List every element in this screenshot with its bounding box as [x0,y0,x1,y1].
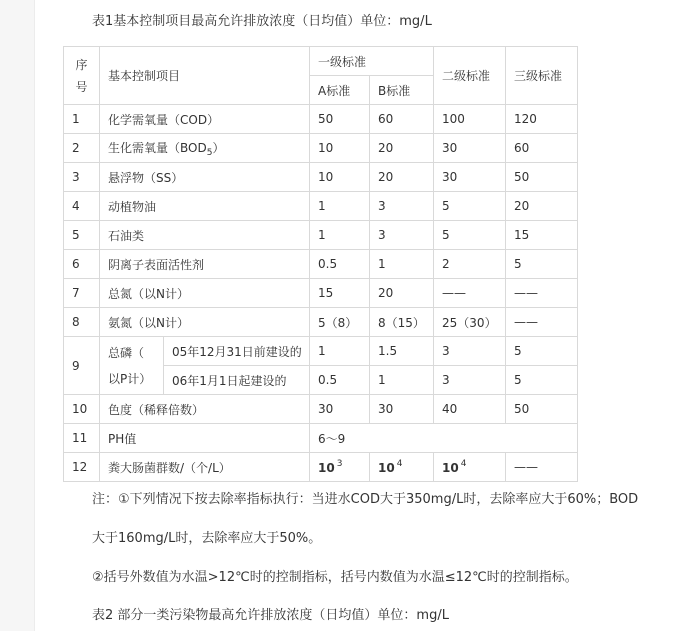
header-seq-text: 序号 [75,57,88,94]
row-b: 1 [370,366,434,395]
row-g2: 25（30） [434,308,506,337]
header-b: B标准 [370,76,434,105]
header-seq [64,47,100,105]
row-no: 2 [64,134,100,163]
table-row [64,453,578,482]
row-a: 0.5 [310,250,370,279]
row-b: 20 [370,134,434,163]
row-item: 色度（稀释倍数） [100,395,310,424]
row-b: 3 [370,192,434,221]
row-no: 3 [64,163,100,192]
phosphorus-period: 05年12月31日前建设的 [164,337,310,366]
row-g3: 15 [506,221,578,250]
row-item-subscript: 5 [206,147,213,158]
row-g3: 50 [506,395,578,424]
row-g2: 3 [434,337,506,366]
left-margin-bar [0,0,35,631]
table-row [64,163,578,192]
value-base: 10 [442,461,459,475]
row-g3: —— [506,279,578,308]
table-row [64,395,578,424]
phosphorus-label-line1: 总磷（ [108,345,145,360]
row-g2: 5 [434,192,506,221]
table-row [64,279,578,308]
value-exponent: 4 [460,459,467,469]
row-item: 粪大肠菌群数/（个/L） [100,453,310,482]
row-item: 化学需氧量（COD） [100,105,310,134]
row-no: 11 [64,424,100,453]
row-g3: 50 [506,163,578,192]
row-item: 悬浮物（SS） [100,163,310,192]
row-item-tail: ） [212,140,225,155]
header-grade3: 三级标准 [506,47,578,105]
row-g2: 40 [434,395,506,424]
note-line-1: 注：①下列情况下按去除率指标执行：当进水COD大于350mg/L时，去除率应大于60%；BOD [92,492,639,507]
row-b: 60 [370,105,434,134]
row-item: 动植物油 [100,192,310,221]
row-a: 5（8） [310,308,370,337]
row-no: 6 [64,250,100,279]
header-grade1: 一级标准 [310,47,434,76]
row-g3: 5 [506,337,578,366]
row-b [370,453,434,482]
table-row [64,308,578,337]
row-a [310,453,370,482]
table-row-phosphorus-1 [64,337,578,366]
row-no: 5 [64,221,100,250]
row-g2: 30 [434,163,506,192]
row-b: 8（15） [370,308,434,337]
table-row [64,134,578,163]
row-g3: 120 [506,105,578,134]
table-row [64,105,578,134]
phosphorus-period: 06年1月1日起建设的 [164,366,310,395]
value-base: 10 [318,461,335,475]
row-a: 1 [310,221,370,250]
row-a: 30 [310,395,370,424]
header-item: 基本控制项目 [100,47,310,105]
row-g3: 5 [506,250,578,279]
row-g3: 5 [506,366,578,395]
row-a: 10 [310,134,370,163]
row-b: 1.5 [370,337,434,366]
row-g3: 60 [506,134,578,163]
table-row [64,192,578,221]
row-g2: 3 [434,366,506,395]
ph-value: 6～9 [310,424,578,453]
value-exponent: 4 [396,459,403,469]
row-g3: —— [506,453,578,482]
row-item [100,134,310,163]
table-row [64,424,578,453]
row-b: 1 [370,250,434,279]
row-item: 阴离子表面活性剂 [100,250,310,279]
row-item: 石油类 [100,221,310,250]
row-a: 1 [310,337,370,366]
standards-table [63,46,578,482]
row-a: 50 [310,105,370,134]
row-g2: 100 [434,105,506,134]
row-a: 15 [310,279,370,308]
row-b: 30 [370,395,434,424]
row-no: 1 [64,105,100,134]
header-row-1 [64,47,578,76]
header-grade2: 二级标准 [434,47,506,105]
row-g2: 2 [434,250,506,279]
table2-title: 表2 部分一类污染物最高允许排放浓度（日均值）单位：mg/L [92,608,449,623]
note-line-2: 大于160mg/L时，去除率应大于50%。 [92,531,322,546]
row-item: 总氮（以N计） [100,279,310,308]
row-a: 1 [310,192,370,221]
row-no: 7 [64,279,100,308]
row-b: 3 [370,221,434,250]
row-no: 9 [64,337,100,395]
row-no: 4 [64,192,100,221]
header-a: A标准 [310,76,370,105]
value-base: 10 [378,461,395,475]
table-row [64,250,578,279]
row-no: 8 [64,308,100,337]
table1-title: 表1基本控制项目最高允许排放浓度（日均值）单位：mg/L [92,14,432,29]
row-g2: —— [434,279,506,308]
value-exponent: 3 [336,459,343,469]
note-line-3: ②括号外数值为水温>12℃时的控制指标，括号内数值为水温≤12℃时的控制指标。 [92,570,578,585]
table-row [64,221,578,250]
row-item: 氨氮（以N计） [100,308,310,337]
row-g2 [434,453,506,482]
row-a: 0.5 [310,366,370,395]
row-no: 10 [64,395,100,424]
row-g2: 5 [434,221,506,250]
row-b: 20 [370,279,434,308]
row-g3: 20 [506,192,578,221]
row-b: 20 [370,163,434,192]
row-g3: —— [506,308,578,337]
phosphorus-label [100,337,164,395]
row-item-text: 生化需氧量（BOD [108,140,207,155]
row-a: 10 [310,163,370,192]
row-no: 12 [64,453,100,482]
row-item: PH值 [100,424,310,453]
row-g2: 30 [434,134,506,163]
phosphorus-label-line2: 以P计） [108,371,152,386]
